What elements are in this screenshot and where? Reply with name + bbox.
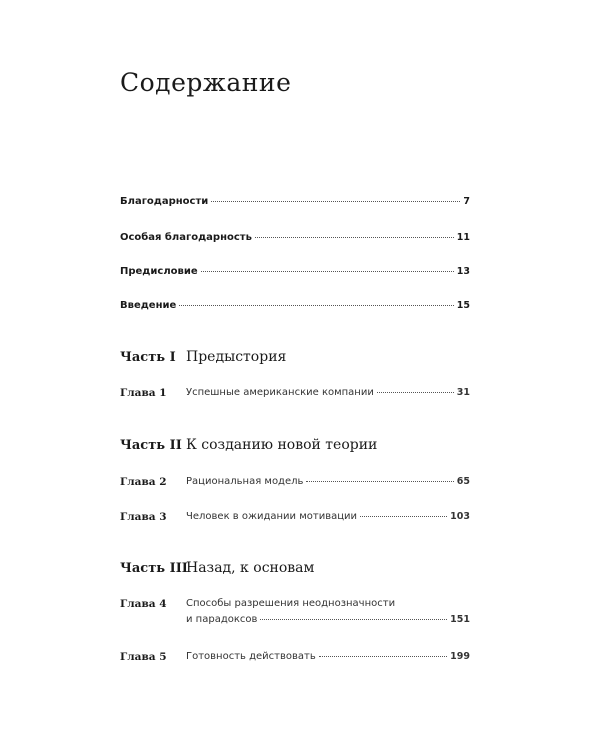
toc-entry-page: 103 bbox=[450, 511, 470, 522]
toc-entry-page: 151 bbox=[450, 614, 470, 625]
toc-entry-title-line2: и парадоксов bbox=[186, 614, 258, 625]
toc-entry-special-thanks[interactable] bbox=[120, 232, 470, 243]
dot-leader bbox=[201, 271, 454, 272]
toc-entry-title: Предисловие bbox=[120, 266, 198, 277]
chapter-label: Глава 3 bbox=[120, 511, 167, 523]
toc-entry-title: Рациональная модель bbox=[186, 476, 304, 487]
toc-entry-chapter-5[interactable] bbox=[186, 651, 470, 662]
dot-leader bbox=[211, 201, 460, 202]
chapter-label: Глава 4 bbox=[120, 598, 167, 610]
toc-entry-page: 7 bbox=[463, 196, 470, 207]
toc-entry-chapter-3[interactable] bbox=[186, 511, 470, 522]
dot-leader bbox=[255, 237, 454, 238]
dot-leader bbox=[306, 481, 453, 482]
dot-leader bbox=[260, 619, 447, 620]
chapter-label: Глава 2 bbox=[120, 476, 167, 488]
toc-entry-title: Человек в ожидании мотивации bbox=[186, 511, 358, 522]
dot-leader bbox=[377, 392, 454, 393]
part-label: Часть I bbox=[120, 350, 176, 365]
dot-leader bbox=[319, 656, 447, 657]
toc-entry-title: Успешные американские компании bbox=[186, 387, 374, 398]
chapter-label: Глава 1 bbox=[120, 387, 167, 399]
toc-entry-introduction[interactable] bbox=[120, 300, 470, 311]
toc-entry-acknowledgements[interactable] bbox=[120, 196, 470, 207]
toc-entry-page: 199 bbox=[450, 651, 470, 662]
toc-entry-foreword[interactable] bbox=[120, 266, 470, 277]
toc-entry-title: Благодарности bbox=[120, 196, 209, 207]
toc-entry-page: 15 bbox=[456, 300, 470, 311]
toc-entry-page: 65 bbox=[456, 476, 470, 487]
toc-entry-title: Особая благодарность bbox=[120, 232, 252, 243]
toc-entry-chapter-1[interactable] bbox=[186, 387, 470, 398]
toc-entry-page: 11 bbox=[456, 232, 470, 243]
part-title: Назад, к основам bbox=[186, 560, 315, 576]
part-label: Часть II bbox=[120, 438, 182, 453]
chapter-label: Глава 5 bbox=[120, 651, 167, 663]
part-title: Предыстория bbox=[186, 349, 287, 365]
part-label: Часть III bbox=[120, 561, 188, 576]
toc-entry-title-line1: Способы разрешения неоднозначности bbox=[186, 598, 396, 609]
toc-entry-chapter-4[interactable] bbox=[186, 614, 470, 625]
toc-entry-page: 13 bbox=[456, 266, 470, 277]
toc-entry-title: Введение bbox=[120, 300, 177, 311]
toc-entry-page: 31 bbox=[456, 387, 470, 398]
dot-leader bbox=[360, 516, 447, 517]
dot-leader bbox=[179, 305, 453, 306]
toc-entry-chapter-2[interactable] bbox=[186, 476, 470, 487]
toc-entry-title: Готовность действовать bbox=[186, 651, 316, 662]
page-title: Содержание bbox=[120, 68, 292, 97]
part-title: К созданию новой теории bbox=[186, 437, 378, 453]
